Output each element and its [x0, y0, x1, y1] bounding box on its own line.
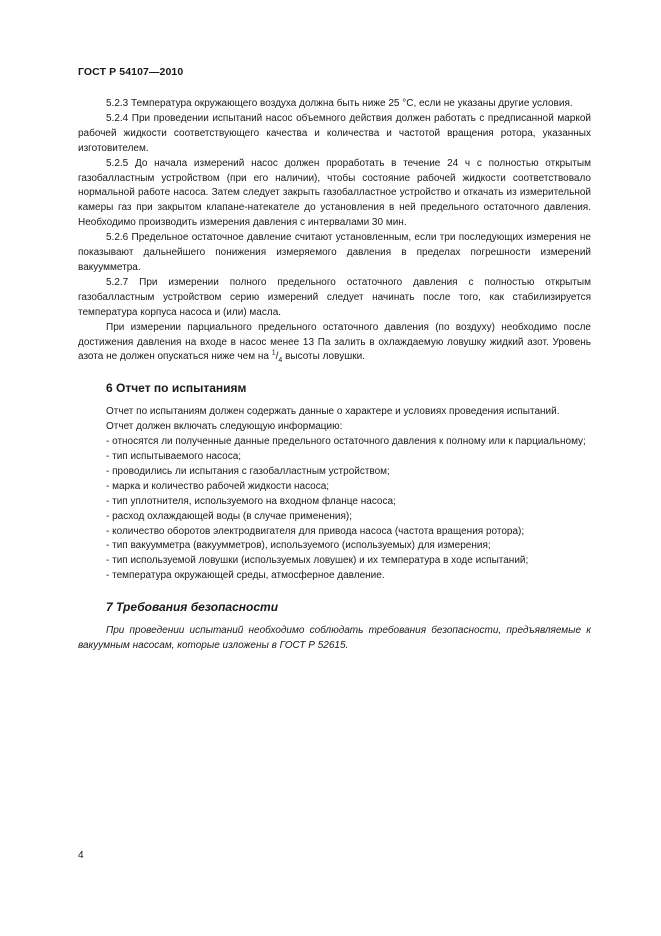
partial-text-start: При измерении парциального предельного остаточного давления (по воздуху) необходимо после достижения давления на входе в насос менее 13 Па залить в охлаждаемую ловушку жидкий азот. Уровень азота не должен опускаться ниже чем на: [78, 321, 591, 363]
clause-5-2-3: 5.2.3 Температура окружающего воздуха должна быть ниже 25 °С, если не указаны другие условия.: [106, 98, 573, 109]
list-item: - тип уплотнителя, используемого на входном фланце насоса;: [106, 495, 396, 507]
list-item: - количество оборотов электродвигателя для привода насоса (частота вращения ротора);: [106, 525, 525, 537]
list-item: - относятся ли полученные данные предельного остаточного давления к полному или к парциальному;: [106, 436, 586, 448]
clause-5-2-6: 5.2.6 Предельное остаточное давление считают установленным, если три последующих измерения не показывают дальнейшего понижения измеряемого давления в пределах погрешности измерений вакуумметра.: [78, 232, 591, 273]
section-6-list-intro: Отчет должен включать следующую информацию:: [106, 421, 343, 433]
section-7-text: При проведении испытаний необходимо соблюдать требования безопасности, предъявляемые к вакуумным насосам, которые изложены в ГОСТ Р 52615.: [78, 625, 591, 652]
page-body: [78, 97, 591, 654]
clause-5-2-5: 5.2.5 До начала измерений насос должен проработать в течение 24 ч с полностью открытым газобалластным устройством (при его наличии), чтобы состояние рабочей жидкости соответствовало нормальной работе насоса. Затем следует закрыть газобалластное устройство и откачать из измерительной камеры газ при закрытом клапане-натекателе до установления в ней предельного остаточного давления. Необходимо производить измерения давления с интервалами 30 мин.: [78, 157, 591, 229]
list-item: - тип вакуумметра (вакуумметров), используемого (используемых) для измерения;: [106, 540, 491, 552]
page-number: 4: [78, 850, 84, 861]
fraction-slash: /: [275, 351, 279, 363]
list-item: - тип испытываемого насоса;: [106, 451, 242, 463]
list-item: - расход охлаждающей воды (в случае применения);: [106, 510, 352, 522]
clause-5-2-4: 5.2.4 При проведении испытаний насос объемного действия должен работать с предписанной маркой рабочей жидкости соответствующего качества и количества и частотой вращения ротора, указанных изготовителем.: [78, 112, 591, 154]
list-item: - температура окружающей среды, атмосферное давление.: [106, 570, 385, 582]
spacer: [78, 396, 591, 405]
fraction-denominator: 4: [278, 357, 283, 365]
spacer: [78, 365, 591, 380]
list-item: - проводились ли испытания с газобалластным устройством;: [106, 465, 390, 477]
clause-5-2-7-partial: [78, 321, 591, 366]
spacer: [78, 584, 591, 599]
fraction-numerator: 1: [271, 350, 276, 358]
list-item: - марка и количество рабочей жидкости насоса;: [106, 480, 330, 492]
section-6-intro: Отчет по испытаниям должен содержать данные о характере и условиях проведения испытаний.: [106, 406, 560, 418]
list-item: - тип используемой ловушки (используемых ловушек) и их температура в ходе испытаний;: [106, 555, 529, 567]
section-6-heading: 6 Отчет по испытаниям: [106, 381, 247, 396]
clause-5-2-7: 5.2.7 При измерении полного предельного остаточного давления с полностью открытым газобалластным устройством серию измерений следует начинать после того, как стабилизируется температура корпуса насоса и (или) масла.: [78, 276, 591, 318]
partial-text-end: высоты ловушки.: [282, 351, 365, 363]
spacer: [78, 615, 591, 624]
section-7-heading: 7 Требования безопасности: [106, 600, 279, 615]
document-header: ГОСТ Р 54107—2010: [78, 66, 184, 78]
